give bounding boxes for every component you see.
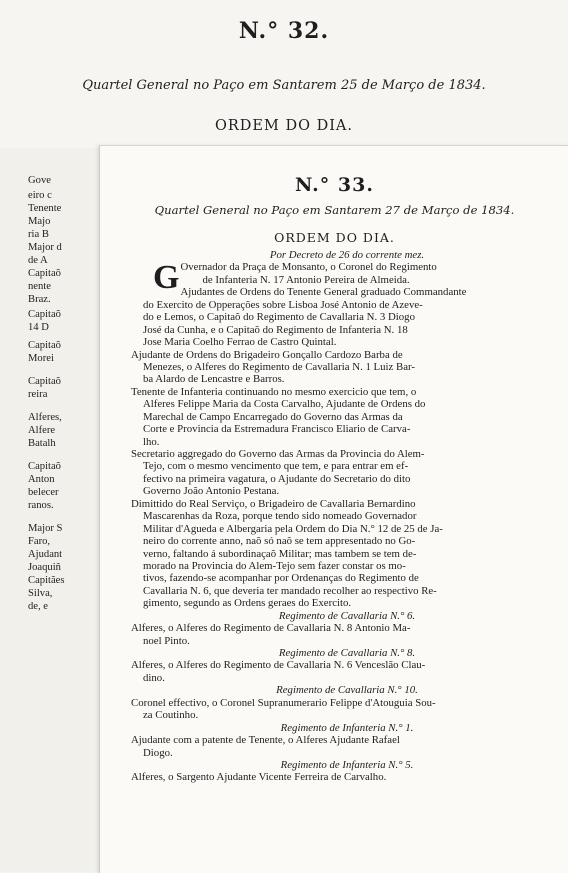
previous-order-fragment: Tenente [28,203,62,214]
order-title: ORDEM DO DIA. [274,230,395,245]
previous-order-fragment: Gove [28,175,51,186]
line-text: Governo João Antonio Pestana. [143,485,280,498]
order-line [131,697,563,709]
section-heading [131,722,563,734]
line-text: Ajudante com a patente de Tenente, o Alferes Ajudante Rafael [131,734,400,747]
previous-order-fragment: reira [28,389,48,400]
line-text: za Coutinho. [143,709,199,722]
order-number: N.° 33. [295,174,374,196]
order-line [131,485,563,497]
line-text: Por Decreto de 26 do corrente mez. [269,249,425,261]
line-text: verno, faltando á subordinaçaõ Militar; mas tambem se tem de- [143,547,417,560]
order-line [131,635,563,647]
previous-order-fragment: Silva, [28,588,53,599]
line-text: do e Lemos, o Capitaõ do Regimento de Cavallaria N. 3 Diogo [143,311,415,324]
line-text: José da Cunha, e o Capitaõ do Regimento de Infanteria N. 18 [143,323,408,336]
order-line [131,560,563,572]
order-line [131,398,563,410]
line-text: Regimento de Cavallaria N.° 6. [278,609,416,622]
order-line [131,423,563,435]
order-line [131,473,563,485]
previous-order-fragment: Capitaõ [28,340,61,351]
line-text: gimento, segundo as Ordens geraes do Exercito. [143,597,352,610]
line-text: Tenente de Infanteria continuando no mesmo exercicio que tem, o [131,385,417,398]
order-line [131,361,563,373]
line-text: Menezes, o Alferes do Regimento de Cavallaria N. 1 Luiz Bar- [143,360,416,373]
order-line [131,324,563,336]
line-text: neiro do corrente anno, naõ só naõ se tem appresentado no Go- [143,535,416,548]
line-text: Alferes, o Alferes do Regimento de Cavallaria N. 8 Antonio Ma- [131,622,411,635]
line-text: fectivo na primeira vagatura, o Ajudante do Secretario do dito [143,472,411,485]
line-text: Secretario aggregado do Governo das Armas da Provincia do Alem- [131,448,425,460]
order-sheet [99,145,568,873]
previous-order-headquarters: Quartel General no Paço em Santarem 25 de Março de 1834. [82,78,486,93]
line-text: Regimento de Infanteria N.° 5. [280,758,414,771]
line-text: Cavallaria N. 6, que deveria ter mandado recolher ao respectivo Re- [143,584,437,597]
previous-order-fragment: Ajudant [28,549,63,560]
line-text: dino. [143,671,165,684]
order-line [131,771,563,783]
line-text: Alferes, o Sargento Ajudante Vicente Ferreira de Carvalho. [131,771,387,784]
order-line [131,659,563,671]
section-heading [131,610,563,622]
order-line [180,274,563,286]
order-line [180,286,563,298]
previous-order-fragment: Majo [28,216,51,227]
line-text: lho. [143,435,160,448]
line-text: Mascarenhas da Roza, porque tendo sido nomeado Governador [143,510,417,523]
previous-order-fragment: Faro, [28,536,51,547]
previous-order-fragment: belecer [28,487,59,498]
previous-order-fragment: Major d [28,242,62,253]
line-text: Militar d'Agueda e Albergaria pela Ordem do Dia N.° 12 de 25 de Ja- [143,522,443,535]
previous-order-fragment: Morei [28,353,54,364]
order-line [131,498,563,510]
line-text: Jose Maria Coelho Ferrao de Castro Quintal. [143,336,337,349]
previous-order-fragment: ria B [28,229,49,240]
order-line [131,672,563,684]
line-text: Overnador da Praça de Monsanto, o Coronel do Regimento [180,261,437,274]
previous-order-fragment: Capitaõ [28,376,61,387]
previous-order-fragment: Alfere [28,425,56,436]
line-text: ba Alardo de Lencastre e Barros. [143,373,285,386]
order-line [131,349,563,361]
line-text: Regimento de Cavallaria N.° 10. [276,684,418,697]
previous-order-fragment: Capitães [28,575,65,586]
previous-order-fragment: Capitaõ [28,268,61,279]
line-text: tivos, fazendo-se acompanhar por Ordenanças do Regimento de [143,572,419,585]
line-text: morado na Provincia do Alem-Tejo sem fazer constar os mo- [143,559,406,572]
previous-order-fragment: Joaquiñ [28,562,61,573]
order-line [131,448,563,460]
line-text: Alferes, o Alferes do Regimento de Cavallaria N. 6 Venceslão Clau- [131,659,426,672]
line-text: Ajudante de Ordens do Brigadeiro Gonçallo Cardozo Barba de [131,348,403,361]
previous-order-fragment: de, e [28,601,48,612]
line-text: Diogo. [143,746,173,759]
order-line [131,436,563,448]
previous-order-fragment: Major S [28,523,63,534]
order-line [131,747,563,759]
order-line [131,510,563,522]
line-text: Regimento de Cavallaria N.° 8. [278,647,416,659]
order-line [131,299,563,311]
order-body [131,249,563,784]
line-text: Marechal de Campo Encarregado do Governo das Armas da [143,410,403,423]
previous-order-fragment: nente [28,281,51,292]
order-line [131,535,563,547]
line-text: Ajudantes de Ordens do Tenente General graduado Commandante [180,286,467,299]
line-text: Coronel effectivo, o Coronel Supranumerario Felippe d'Atouguia Sou- [131,696,436,709]
section-heading [131,249,563,261]
line-text: de Infanteria N. 17 Antonio Pereira de Almeida. [202,273,410,286]
order-line [131,572,563,584]
order-line [131,597,563,609]
section-heading [131,684,563,696]
previous-order-fragment: Alferes, [28,412,62,423]
order-line [131,709,563,721]
order-line [131,523,563,535]
previous-order-fragment: Anton [28,474,55,485]
section-heading [131,647,563,659]
previous-order-title: ORDEM DO DIA. [214,118,354,134]
order-line [131,373,563,385]
order-line [131,336,563,348]
previous-order-fragment: 14 D [28,322,49,333]
line-text: noel Pinto. [143,634,190,647]
order-line [131,386,563,398]
line-text: Regimento de Infanteria N.° 1. [280,721,414,734]
previous-order-fragment: de A [28,255,48,266]
order-line [131,311,563,323]
previous-order-fragment: Braz. [28,294,51,305]
order-line [131,460,563,472]
previous-order-fragment: ranos. [28,500,54,511]
order-line [131,734,563,746]
order-line [131,585,563,597]
order-line [131,622,563,634]
line-text: Dimittido do Real Serviço, o Brigadeiro de Cavallaria Bernardino [131,497,416,510]
previous-order-number: N.° 32. [238,18,330,44]
previous-order-fragment: Batalh [28,438,56,449]
section-heading [131,759,563,771]
order-line [131,411,563,423]
order-line [131,548,563,560]
line-text: Tejo, com o mesmo vencimento que tem, e para entrar em ef- [143,460,409,473]
line-text: Alferes Felippe Maria da Costa Carvalho, Ajudante de Ordens do [143,398,426,411]
order-headquarters: Quartel General no Paço em Santarem 27 de Março de 1834. [154,203,515,217]
line-text: do Exercito de Opperações sobre Lisboa José Antonio de Azeve- [143,298,423,311]
drop-cap: G [153,259,180,297]
previous-order-fragment: eiro c [28,190,52,201]
previous-order-fragment: Capitaõ [28,461,61,472]
previous-order-fragment: Capitaõ [28,309,61,320]
line-text: Corte e Provincia da Estremadura Francisco Eliario de Carva- [143,423,411,436]
